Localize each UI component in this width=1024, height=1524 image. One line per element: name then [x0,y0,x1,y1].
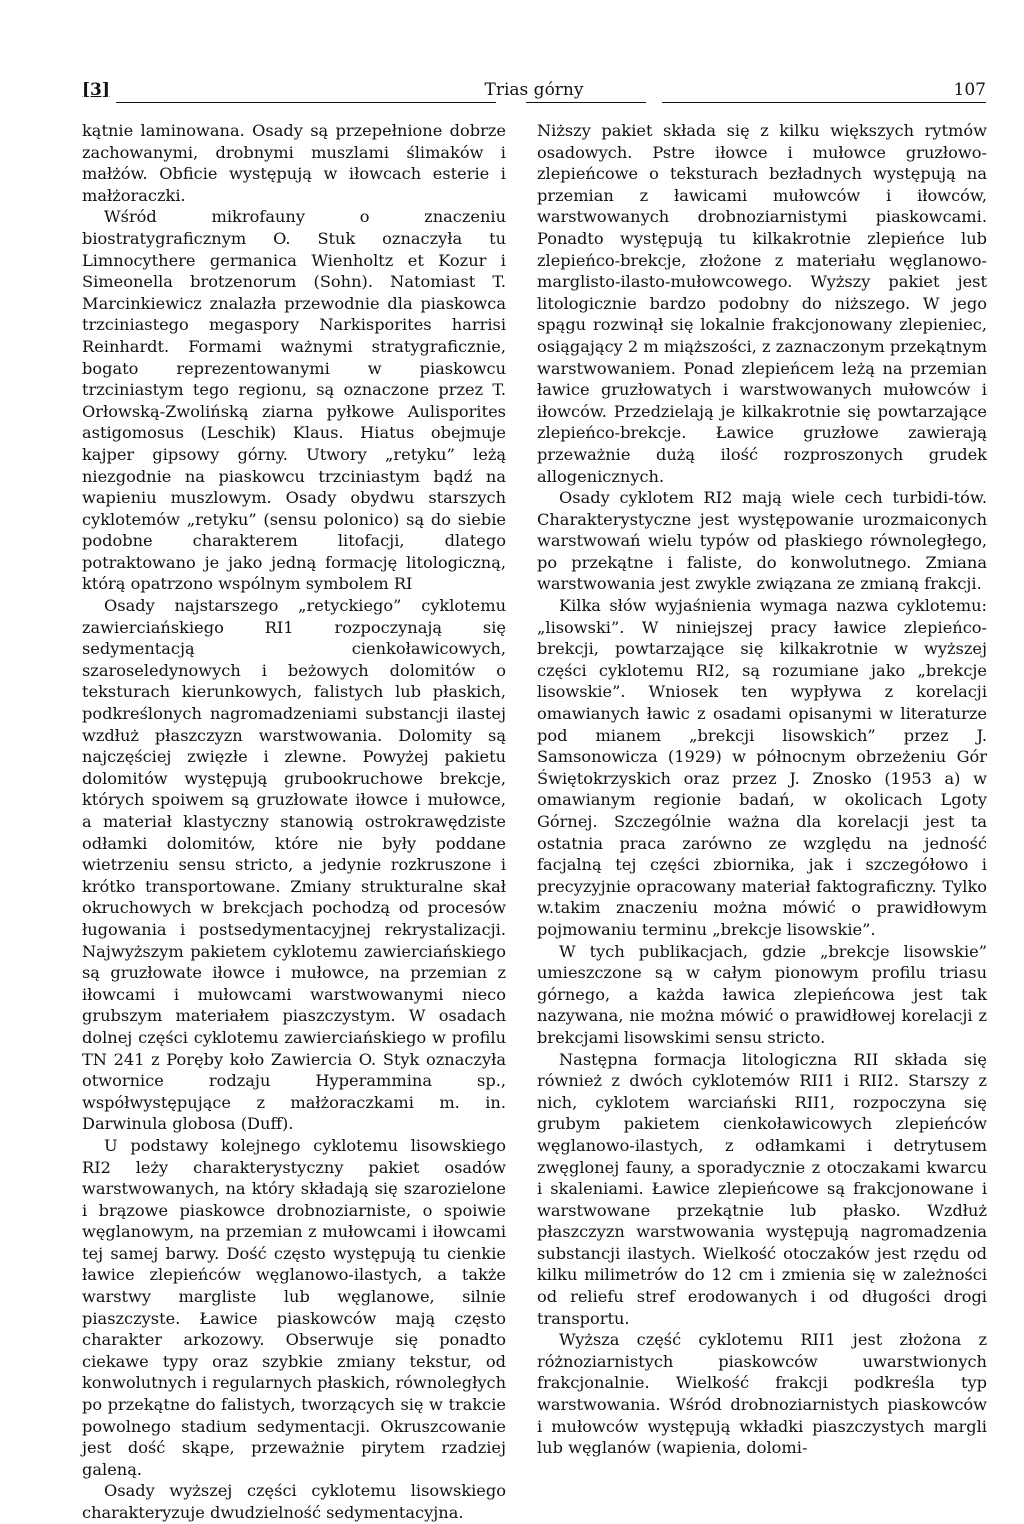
header-rule [662,102,986,103]
paragraph: Wśród mikrofauny o znaczeniu biostratygraficznym O. Stuk oznaczyła tu Limnocythere germanica Wienholtz et Kozur i Simeonella brotzenorum (Sohn). Natomiast T. Marcinkiewicz znalazła przewodnie dla piaskowca trzciniastego megaspory Narkisporites harrisi Reinhardt. Formami ważnymi stratygraficznie, bogato reprezentowanymi w piaskowcu trzciniastym tego regionu, są oznaczone przez T. Orłowską-Zwolińską ziarna pyłkowe Aulisporites astigomosus (Leschik) Klaus. Hiatus obejmuje kajper gipsowy górny. Utwory „retyku” leżą niezgodnie na piaskowcu trzciniastym bądź na wapieniu muszlowym. Osady obydwu starszych cyklotemów „retyku” (sensu polonico) są do siebie podobne charakterem litofacji, dlatego potraktowano je jako jedną formację litologiczną, którą opatrzono wspólnym symbolem RI [82,207,506,594]
paragraph: Kilka słów wyjaśnienia wymaga nazwa cyklotemu: „lisowski”. W niniejszej pracy ławice zlepieńco-brekcji, powtarzające się kilkakrotnie w wyższej części cyklotemu RI2, są rozumiane jako „brekcje lisowskie”. Wniosek ten wypływa z korelacji omawianych ławic z osadami opisanymi w literaturze pod mianem „brekcji lisowskich” przez J. Samsonowicza (1929) w północnym obrzeżeniu Gór Świętokrzyskich oraz przez J. Znosko (1953 a) w omawianym regionie badań, w okolicach Lgoty Górnej. Szczególnie ważna dla korelacji jest ta ostatnia praca zarówno ze względu na jedność facjalną tej części zbiornika, jak i szczegółowo i precyzyjnie opracowany materiał faktograficzny. Tylko w.takim znaczeniu można mówić o prawidłowym pojmowaniu terminu „brekcje lisowskie”. [537,596,987,939]
left-column [82,120,506,1524]
section-ref: [3] [82,80,110,100]
paragraph: U podstawy kolejnego cyklotemu lisowskiego RI2 leży charakterystyczny pakiet osadów warstwowanych, na który składają się szarozielone i brązowe piaskowce drobnoziarniste, o spoiwie węglanowym, na przemian z mułowcami i iłowcami tej samej barwy. Dość często występują tu cienkie ławice zlepieńców węglanowo-ilastych, a także warstwy margliste lub węglanowe, silnie piaszczyste. Ławice piaskowców mają często charakter arkozowy. Obserwuje się ponadto ciekawe typy oraz szybkie zmiany tekstur, od konwolutnych i regularnych płaskich, równoległych po przekątne do falistych, tworzących się w trakcie powolnego stadium sedymentacji. Okruszcowanie jest dość skąpe, przeważnie pirytem rzadziej galeną. [82,1135,506,1479]
header-rule [526,102,646,103]
paragraph: Wyższa część cyklotemu RII1 jest złożona z różnoziarnistych piaskowców uwarstwionych frakcjonalnie. Wielkość frakcji podkreśla typ warstwowania. Wśród drobnoziarnistych piaskowców i mułowców występują wkładki piaszczystych margli lub węglanów (wapienia, dolomi- [537,1330,987,1458]
running-title: Trias górny [484,80,584,100]
paragraph: Osady najstarszego „retyckiego” cyklotemu zawierciańskiego RI1 rozpoczynają się sedymentacją cienkoławicowych, szaroseledynowych i beżowych dolomitów o teksturach kierunkowych, falistych lub płaskich, podkreślonych nagromadzeniami substancji ilastej wzdłuż płaszczyzn warstwowania. Dolomity są najczęściej zwięzłe i zlewne. Powyżej pakietu dolomitów występują grubookruchowe brekcje, których spoiwem są gruzłowate iłowce i mułowce, a materiał klastyczny stanowią ostrokrawędziste odłamki dolomitów, które nie były poddane wietrzeniu sensu stricto, a jedynie rozkruszone i krótko transportowane. Zmiany strukturalne skał okruchowych w brekcjach pochodzą od procesów ługowania i postsedymentacyjnej rekrystalizacji. Najwyższym pakietem cyklotemu zawierciańskiego są gruzłowate iłowce i mułowce, na przemian z iłowcami i mułowcami warstwowanymi nieco grubszym materiałem piaszczystym. W osadach dolnej części cyklotemu zawierciańskiego w profilu TN 241 z Poręby koło Zawiercia O. Styk oznaczyła otwornice rodzaju Hyperammina sp., współwystępujące z małżoraczkami m. in. Darwinula globosa (Duff). [82,596,506,1134]
right-column [537,120,987,1459]
running-header [82,80,986,104]
page-number: 107 [953,80,986,100]
paragraph: kątnie laminowana. Osady są przepełnione dobrze zachowanymi, drobnymi muszlami ślimaków i małżów. Obficie występują w iłowcach esterie i małżoraczki. [82,121,506,205]
paragraph: Osady cyklotem RI2 mają wiele cech turbidi-tów. Charakterystyczne jest występowanie urozmaiconych warstwowań wielu typów od płaskiego równoległego, po przekątne i faliste, do konwolutnego. Zmiana warstwowania jest zwykle związana ze zmianą frakcji. [537,488,987,594]
header-rule [116,102,496,103]
paragraph: Niższy pakiet składa się z kilku większych rytmów osadowych. Pstre iłowce i mułowce gruzłowo-zlepieńcowe o teksturach bezładnych występują na przemian z ławicami mułowców i iłowców, warstwowanych drobnoziarnistymi piaskowcami. Ponadto występują tu kilkakrotnie zlepieńce lub zlepieńco-brekcje, złożone z materiału węglanowo-marglisto-ilasto-mułowcowego. Wyższy pakiet jest litologicznie bardzo podobny do niższego. W jego spągu rozwinął się lokalnie frakcjonowany zlepieniec, osiągający 2 m miąższości, z zaznaczonym przekątnym warstwowaniem. Ponad zlepieńcem leżą na przemian ławice gruzłowatych i warstwowanych mułowców i iłowców. Przedzielają je kilkakrotnie się powtarzające zlepieńco-brekcje. Ławice gruzłowe zawierają przeważnie dużą ilość rozproszonych grudek allogenicznych. [537,121,987,486]
paragraph: Osady wyższej części cyklotemu lisowskiego charakteryzuje dwudzielność sedymentacyjna. [82,1481,506,1522]
paragraph: W tych publikacjach, gdzie „brekcje lisowskie” umieszczone są w całym pionowym profilu triasu górnego, a każda ławica zlepieńcowa jest tak nazywana, nie można mówić o prawidłowej korelacji z brekcjami lisowskimi sensu stricto. [537,941,987,1047]
paragraph: Następna formacja litologiczna RII składa się również z dwóch cyklotemów RII1 i RII2. Starszy z nich, cyklotem warciański RII1, rozpoczyna się grubym pakietem cienkoławicowych zlepieńców węglanowo-ilastych, z odłamkami i detrytusem zwęglonej fauny, a sporadycznie z otoczakami kwarcu i skaleniami. Ławice zlepieńcowe są frakcjonowane i warstwowane przekątnie lub płasko. Wzdłuż płaszczyzn warstwowania występują nagromadzenia substancji ilastych. Wielkość otoczaków jest rzędu od kilku milimetrów do 12 cm i zmienia się w zależności od reliefu stref erodowanych i od długości drogi transportu. [537,1049,987,1328]
